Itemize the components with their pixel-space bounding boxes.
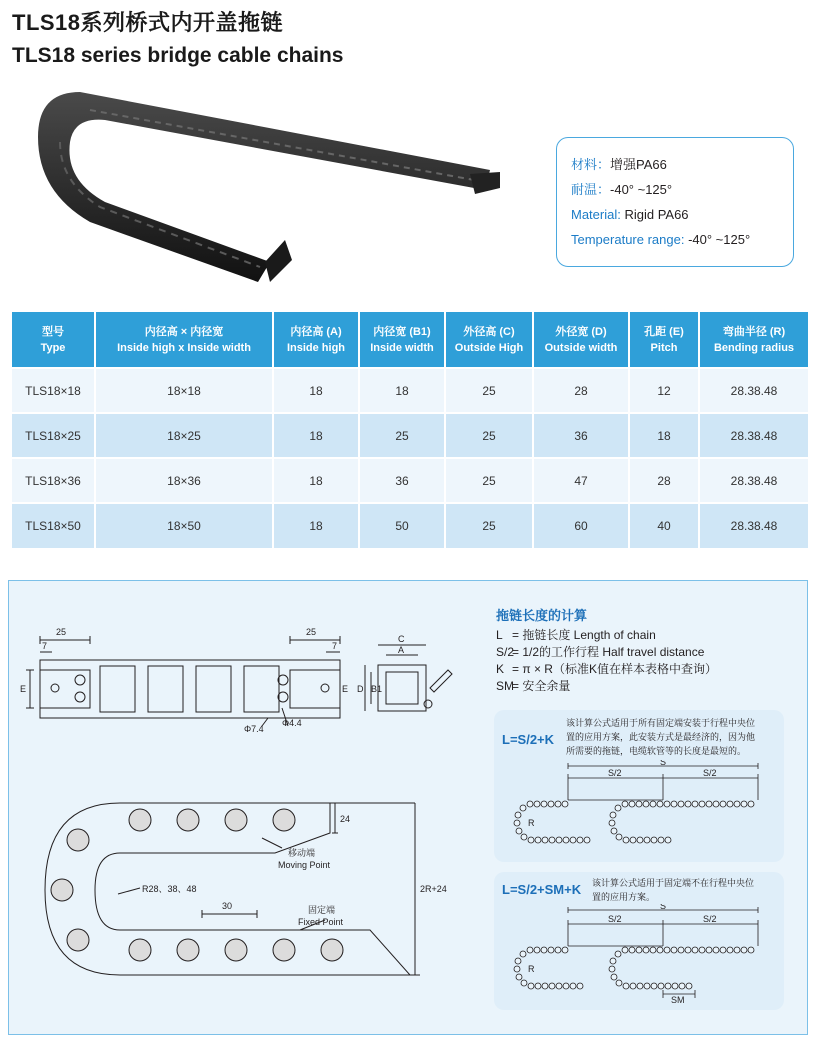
- cell-type: TLS18×36: [12, 458, 95, 503]
- header-inside-size: 内径高 × 内径宽 Inside high x Inside width: [95, 312, 273, 368]
- cell-bending-radius: 28.38.48: [699, 458, 808, 503]
- cell-pitch: 18: [629, 413, 699, 458]
- dim-s2-left: S/2: [608, 914, 622, 924]
- calc-line-k: [496, 660, 717, 677]
- cell-outside-width: 36: [533, 413, 629, 458]
- cell-inside-size: 18×36: [95, 458, 273, 503]
- cell-inside-high: 18: [273, 368, 359, 413]
- cell-inside-width: 50: [359, 503, 445, 548]
- temp-en-key: Temperature range:: [571, 232, 689, 247]
- cell-inside-high: 18: [273, 458, 359, 503]
- calc-line-sm: [496, 677, 570, 694]
- dim-7-right: 7: [332, 641, 338, 651]
- header-outside-width: 外径宽 (D) Outside width: [533, 312, 629, 368]
- formula-2-diagram: [500, 904, 770, 1008]
- calc-symbol: K: [496, 662, 505, 676]
- formula-box-2: [494, 872, 784, 1010]
- header-pitch: 孔距 (E) Pitch: [629, 312, 699, 368]
- cell-outside-width: 60: [533, 503, 629, 548]
- material-cn: [571, 152, 793, 177]
- dim-2r-24: 2R+24: [420, 884, 447, 894]
- dim-e-right: E: [342, 684, 349, 694]
- cell-outside-high: 25: [445, 458, 533, 503]
- cell-inside-high: 18: [273, 413, 359, 458]
- dim-s2-left: S/2: [608, 768, 622, 778]
- dim-s: S: [660, 760, 667, 767]
- calc-text: = 安全余量: [512, 679, 571, 693]
- formula-box-1: [494, 710, 784, 862]
- cell-outside-high: 25: [445, 368, 533, 413]
- dim-r: R: [528, 818, 535, 828]
- cell-pitch: 40: [629, 503, 699, 548]
- dim-c: C: [398, 634, 405, 644]
- cell-inside-high: 18: [273, 503, 359, 548]
- spec-box: [556, 137, 794, 267]
- temp-cn-key: 耐温：: [571, 182, 611, 197]
- dim-phi-4-4: Φ4.4: [282, 718, 302, 728]
- cell-type: TLS18×18: [12, 368, 95, 413]
- cable-chain-photo: [30, 82, 500, 302]
- cell-type: TLS18×25: [12, 413, 95, 458]
- formula-desc-line: 该计算公式适用于固定端不在行程中央位: [592, 878, 755, 888]
- dim-s: S: [660, 904, 667, 911]
- cell-inside-size: 18×25: [95, 413, 273, 458]
- header-inside-width: 内径宽 (B1) Inside width: [359, 312, 445, 368]
- cell-bending-radius: 28.38.48: [699, 413, 808, 458]
- calc-text: = 1/2的工作行程 Half travel distance: [512, 645, 705, 659]
- table-row: [12, 413, 808, 458]
- formula-desc-line: 置的应用方案，此安装方式是最经济的，因为他: [566, 732, 756, 742]
- bending-radius-label: R28、38、48: [142, 884, 197, 894]
- dim-24: 24: [340, 814, 351, 824]
- page-title-en: TLS18 series bridge cable chains: [12, 44, 344, 67]
- dim-a: A: [398, 645, 405, 655]
- temp-en: [571, 227, 793, 252]
- calc-text: = 拖链长度 Length of chain: [512, 628, 656, 642]
- dim-b1: B1: [371, 684, 383, 694]
- page-title-cn: TLS18系列桥式内开盖拖链: [12, 10, 284, 35]
- temp-cn: [571, 177, 793, 202]
- calc-text: = π × R（标准K值在样本表格中查询）: [512, 662, 717, 676]
- dim-sm: SM: [671, 995, 685, 1005]
- dim-30: 30: [222, 901, 233, 911]
- cell-outside-width: 28: [533, 368, 629, 413]
- material-en-key: Material:: [571, 207, 625, 222]
- dim-r: R: [528, 964, 535, 974]
- formula-desc-line: 所需要的拖链，电缆软管等的长度是最短的。: [566, 746, 747, 756]
- cell-inside-width: 36: [359, 458, 445, 503]
- calc-title: 拖链长度的计算: [496, 608, 588, 623]
- fixed-point-en: Fixed Point: [298, 917, 344, 927]
- header-inside-high: 内径高 (A) Inside high: [273, 312, 359, 368]
- dim-e: E: [20, 684, 27, 694]
- dim-s2-right: S/2: [703, 914, 717, 924]
- cell-pitch: 12: [629, 368, 699, 413]
- dim-25-right: 25: [306, 627, 317, 637]
- dim-7-left: 7: [42, 641, 48, 651]
- table-header-row: [12, 312, 808, 368]
- calc-symbol: S/2: [496, 645, 515, 659]
- calc-symbol: SM: [496, 679, 514, 693]
- dim-d: D: [357, 684, 364, 694]
- cell-bending-radius: 28.38.48: [699, 503, 808, 548]
- dim-phi-7-4: Φ7.4: [244, 724, 264, 734]
- header-bending-radius: 弯曲半径 (R) Bending radius: [699, 312, 808, 368]
- calc-line-l: [496, 626, 656, 643]
- cell-inside-width: 18: [359, 368, 445, 413]
- calc-symbol: L: [496, 628, 503, 642]
- header-outside-high: 外径高 (C) Outside High: [445, 312, 533, 368]
- table-row: [12, 368, 808, 413]
- temp-en-value: -40° ~125°: [688, 232, 751, 247]
- material-cn-key: 材料：: [571, 157, 611, 172]
- moving-point-cn: 移动端: [288, 848, 316, 858]
- table-row: [12, 458, 808, 503]
- cell-inside-width: 25: [359, 413, 445, 458]
- cell-inside-size: 18×50: [95, 503, 273, 548]
- material-en-value: Rigid PA66: [624, 207, 689, 222]
- material-cn-value: 增强PA66: [610, 157, 667, 172]
- cell-pitch: 28: [629, 458, 699, 503]
- cell-outside-high: 25: [445, 503, 533, 548]
- fixed-point-cn: 固定端: [308, 905, 336, 915]
- formula-1-diagram: [500, 760, 770, 858]
- technical-drawing: [20, 600, 480, 1020]
- spec-table: [12, 312, 808, 548]
- calc-line-s2: [496, 643, 704, 660]
- cell-outside-high: 25: [445, 413, 533, 458]
- material-en: [571, 202, 793, 227]
- dim-25-left: 25: [56, 627, 67, 637]
- table-row: [12, 503, 808, 548]
- moving-point-en: Moving Point: [278, 860, 331, 870]
- cell-type: TLS18×50: [12, 503, 95, 548]
- cell-bending-radius: 28.38.48: [699, 368, 808, 413]
- header-type: 型号 Type: [12, 312, 95, 368]
- dim-s2-right: S/2: [703, 768, 717, 778]
- cell-inside-size: 18×18: [95, 368, 273, 413]
- cell-outside-width: 47: [533, 458, 629, 503]
- formula-desc-line: 该计算公式适用于所有固定端安装于行程中央位: [566, 718, 756, 728]
- formula-label: L=S/2+K: [502, 732, 555, 747]
- temp-cn-value: -40° ~125°: [610, 182, 673, 197]
- formula-desc-line: 置的应用方案。: [592, 892, 656, 902]
- formula-label: L=S/2+SM+K: [502, 882, 582, 897]
